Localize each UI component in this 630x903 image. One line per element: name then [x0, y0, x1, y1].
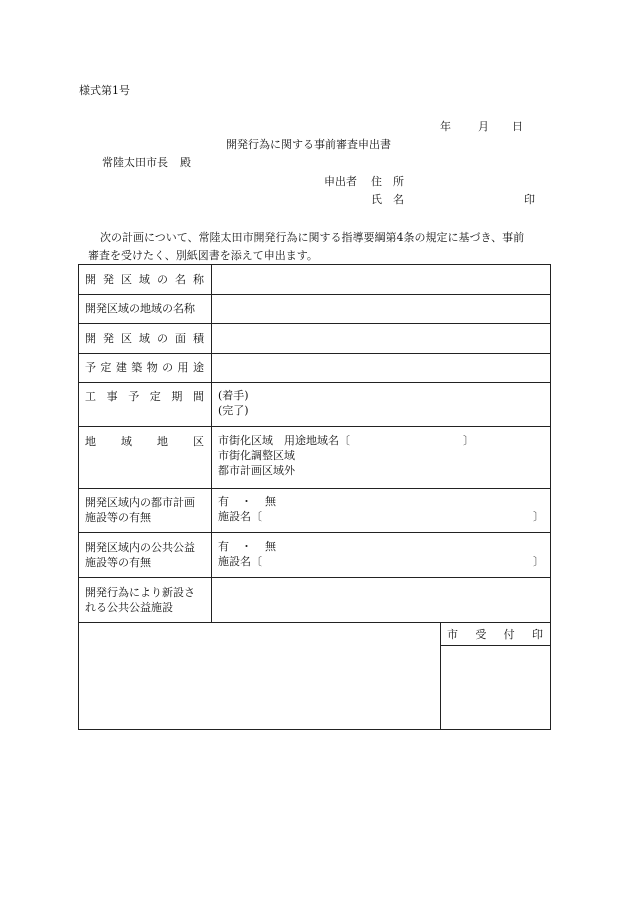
date-month-label: 月 — [478, 120, 489, 133]
date-day-label: 日 — [512, 120, 523, 133]
city-planning-facilities-label-2: 施設等の有無 — [85, 511, 151, 524]
reception-stamp-label: 市 受 付 印 — [447, 628, 543, 641]
notes-area[interactable] — [82, 626, 436, 726]
construction-end-label: (完了) — [218, 404, 249, 417]
public-facility-bracket-close: 〕 — [533, 555, 544, 568]
intro-line-2: 審査を受けたく、別紙図書を添えて申出ます。 — [88, 249, 318, 262]
zone-urbanization-control-area: 市街化調整区域 — [218, 449, 295, 462]
public-facilities-label-2: 施設等の有無 — [85, 556, 151, 569]
dev-area-name-field[interactable] — [218, 272, 543, 287]
new-public-facilities-label-2: れる公共公益施設 — [85, 601, 173, 614]
reception-stamp-box — [444, 649, 547, 726]
city-planning-facilities-label-1: 開発区域内の都市計画 — [85, 496, 195, 509]
intro-line-1: 次の計画について、常陸太田市開発行為に関する指導要綱第4条の規定に基づき、事前 — [100, 231, 525, 244]
dev-area-region-name-label: 開発区域の地域の名称 — [85, 302, 195, 315]
dev-area-size-label: 開 発 区 域 の 面 積 — [85, 332, 204, 345]
city-planning-separator: ・ — [241, 495, 252, 508]
public-facilities-no-option[interactable]: 無 — [265, 540, 276, 553]
application-form-table — [78, 264, 551, 730]
public-facility-name-label: 施設名〔 — [218, 555, 262, 568]
zone-label: 地 域 地 区 — [85, 435, 204, 448]
addressee-name: 常陸太田市長 — [102, 156, 168, 169]
date-year-label: 年 — [440, 120, 451, 133]
zone-urbanization-area: 市街化区域 用途地域名〔 — [218, 434, 350, 447]
form-number: 様式第1号 — [79, 84, 130, 97]
dev-area-name-label: 開 発 区 域 の 名 称 — [85, 273, 204, 286]
applicant-label: 申出者 — [324, 175, 357, 188]
new-public-facilities-field[interactable] — [218, 585, 543, 615]
document-title: 開発行為に関する事前審査申出書 — [226, 138, 391, 151]
applicant-name-label: 氏 名 — [371, 193, 404, 206]
zone-outside-planning-area: 都市計画区域外 — [218, 464, 295, 477]
dev-area-region-name-field[interactable] — [218, 301, 543, 316]
construction-start-label: (着手) — [218, 389, 249, 402]
new-public-facilities-label-1: 開発行為により新設さ — [85, 586, 195, 599]
city-planning-yes-option[interactable]: 有 — [218, 495, 229, 508]
building-use-field[interactable] — [218, 360, 543, 375]
building-use-label: 予 定 建 築 物 の 用 途 — [85, 361, 204, 374]
addressee-honorific: 殿 — [180, 156, 191, 169]
applicant-address-label: 住 所 — [371, 175, 404, 188]
city-planning-no-option[interactable]: 無 — [265, 495, 276, 508]
construction-period-label: 工 事 予 定 期 間 — [85, 390, 204, 403]
public-facilities-separator: ・ — [241, 540, 252, 553]
dev-area-size-field[interactable] — [218, 331, 543, 346]
city-planning-facility-name-label: 施設名〔 — [218, 510, 262, 523]
city-planning-facility-bracket-close: 〕 — [533, 510, 544, 523]
public-facilities-yes-option[interactable]: 有 — [218, 540, 229, 553]
applicant-seal-mark: 印 — [524, 193, 535, 206]
zone-bracket-close: 〕 — [463, 434, 474, 447]
public-facilities-label-1: 開発区域内の公共公益 — [85, 541, 195, 554]
